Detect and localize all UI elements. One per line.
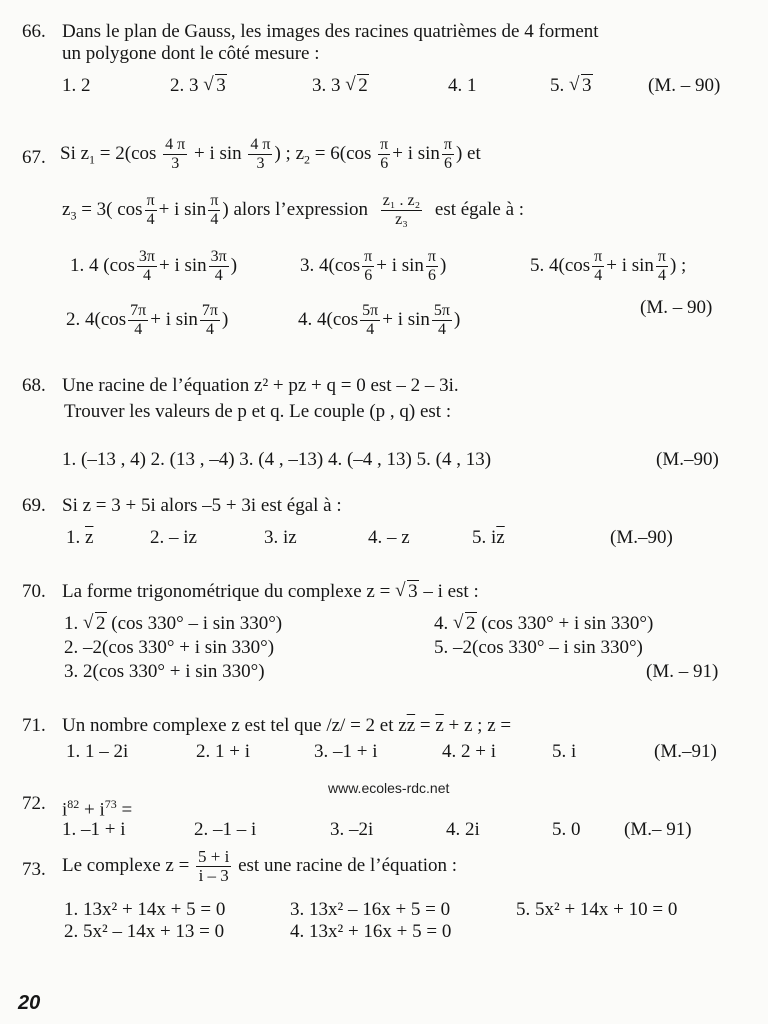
- question-text: $i^{82} + i^{73}$ =: [62, 797, 133, 821]
- source: (M. – 90): [640, 297, 713, 318]
- fraction: $\frac{\text{z₁ . z₂}}{\text{z₃}}$: [382, 192, 421, 228]
- option-3: 3. –2i: [330, 819, 374, 840]
- option-1: 1. $\overline{z}$: [66, 527, 94, 548]
- question-text: $z_3 = 3$( cos $\frac{\pi}{4}$ + i sin $\frac{\pi}{4}$ ) alors l’expression $\frac{\text{z₁ . z₂}}{\text{z₃}}$ est égale à :: [62, 192, 525, 228]
- option-4: 4. 2 + i: [442, 741, 496, 762]
- question-number: 66.: [22, 21, 46, 42]
- question-number: 67.: [22, 147, 46, 168]
- question-number: 69.: [22, 495, 46, 516]
- option-3: 3. 3 √ 2: [312, 74, 369, 98]
- question-text: La forme trigonométrique du complexe z = √ 3 – i est :: [62, 580, 479, 604]
- option-1: 1. 1 – 2i: [66, 741, 129, 762]
- sqrt: √ 3: [569, 74, 593, 98]
- question-67-line2: [0, 188, 768, 238]
- fraction: $\frac{\pi}{4}$: [146, 192, 155, 228]
- fraction: $\frac{4 \pi}{3}$: [165, 136, 186, 172]
- option-1: 1. –1 + i: [62, 819, 126, 840]
- option-4: 4. 1: [448, 75, 477, 96]
- source: (M.–90): [656, 449, 719, 470]
- option-5: 5. –2(cos 330° – i sin 330°): [434, 637, 643, 658]
- question-67: [0, 132, 768, 182]
- question-text: Un nombre complexe z est tel que /z/ = 2 et $z\overline{z} = \overline{z} + z$ ; z =: [62, 715, 512, 736]
- question-number: 68.: [22, 375, 46, 396]
- fraction: $\frac{\pi}{6}$: [380, 136, 389, 172]
- question-text: un polygone dont le côté mesure :: [62, 43, 320, 64]
- question-number: 71.: [22, 715, 46, 736]
- question-text: Trouver les valeurs de p et q. Le couple (p , q) est :: [64, 401, 452, 422]
- option-2: 2. 3 √ 3: [170, 74, 227, 98]
- question-67-options-b: [0, 298, 768, 348]
- fraction: $\frac{\pi}{4}$: [210, 192, 219, 228]
- question-text: Si $z_1 = 2(\cos$ $\frac{4 \pi}{3}$ + i sin $\frac{4 \pi}{3}$ ) ; $z_2 = 6(\cos$ $\frac{\pi}{6}$ + i sin $\frac{\pi}{6}$ ) et: [60, 136, 481, 172]
- question-number: 73.: [22, 859, 46, 880]
- question-text: Le complexe z = $\frac{5 + i}{i - 3}$ est une racine de l’équation :: [62, 847, 458, 885]
- question-text: Si z = 3 + 5i alors –5 + 3i est égal à :: [62, 495, 342, 516]
- fraction: $\frac{5 + i}{i - 3}$: [198, 847, 230, 885]
- question-number: 70.: [22, 581, 46, 602]
- option-1: 1. 13x² + 14x + 5 = 0: [64, 899, 226, 920]
- sqrt: √ 3: [203, 74, 227, 98]
- source: (M. – 90): [648, 75, 721, 96]
- option-3: 3. 2(cos 330° + i sin 330°): [64, 661, 265, 682]
- question-text: Une racine de l’équation z² + pz + q = 0 est – 2 – 3i.: [62, 375, 459, 396]
- option-4: 4. 13x² + 16x + 5 = 0: [290, 921, 452, 942]
- option-5: 5. √ 3: [550, 74, 593, 98]
- fraction: $\frac{\pi}{6}$: [443, 136, 452, 172]
- sqrt: √ 2: [345, 74, 369, 98]
- options: 1. (–13 , 4) 2. (13 , –4) 3. (4 , –13) 4. (–4 , 13) 5. (4 , 13): [62, 449, 492, 470]
- question-73: [0, 848, 768, 894]
- sqrt: √ 2: [83, 612, 107, 636]
- option-5: 5. 4(cos $\frac{\pi}{4}$ + i sin $\frac{\pi}{4}$ ) ;: [530, 248, 687, 284]
- option-4: 4. √ 2 (cos 330° + i sin 330°): [434, 612, 653, 636]
- option-3: 3. iz: [264, 527, 297, 548]
- option-2: 2. 1 + i: [196, 741, 250, 762]
- option-5: 5. i: [552, 741, 577, 762]
- option-5: 5. 0: [552, 819, 581, 840]
- source: (M.–91): [654, 741, 717, 762]
- question-67-options-a: [0, 244, 768, 294]
- option-1: 1. 4 (cos $\frac{3\pi}{4}$ + i sin $\frac{3\pi}{4}$ ): [70, 248, 238, 284]
- sqrt: √ 2: [453, 612, 477, 636]
- fraction: $\frac{4 \pi}{3}$: [250, 136, 271, 172]
- page-number: 20: [18, 992, 41, 1014]
- option-4: 4. – z: [368, 527, 410, 548]
- option-3: 3. –1 + i: [314, 741, 378, 762]
- option-5: 5. $i\overline{z}$: [472, 527, 505, 548]
- source: (M.– 91): [624, 819, 692, 840]
- option-2: 2. 4(cos $\frac{7\pi}{4}$ + i sin $\frac{7\pi}{4}$ ): [66, 302, 229, 338]
- option-3: 3. 4(cos $\frac{\pi}{6}$ + i sin $\frac{\pi}{6}$ ): [300, 248, 447, 284]
- option-2: 2. –1 – i: [194, 819, 257, 840]
- option-1: 1. √ 2 (cos 330° – i sin 330°): [64, 612, 282, 636]
- option-4: 4. 4(cos $\frac{5\pi}{4}$ + i sin $\frac{5\pi}{4}$ ): [298, 302, 461, 338]
- source: (M.–90): [610, 527, 673, 548]
- option-1: 1. 2: [62, 75, 91, 96]
- sqrt: √ 3: [395, 580, 419, 604]
- option-2: 2. – iz: [150, 527, 197, 548]
- option-5: 5. 5x² + 14x + 10 = 0: [516, 899, 678, 920]
- watermark-url: www.ecoles-rdc.net: [328, 780, 450, 796]
- source: (M. – 91): [646, 661, 719, 682]
- question-text: Dans le plan de Gauss, les images des racines quatrièmes de 4 forment: [62, 21, 599, 42]
- question-number: 72.: [22, 793, 46, 814]
- option-4: 4. 2i: [446, 819, 480, 840]
- option-2: 2. 5x² – 14x + 13 = 0: [64, 921, 225, 942]
- option-2: 2. –2(cos 330° + i sin 330°): [64, 637, 275, 658]
- option-3: 3. 13x² – 16x + 5 = 0: [290, 899, 451, 920]
